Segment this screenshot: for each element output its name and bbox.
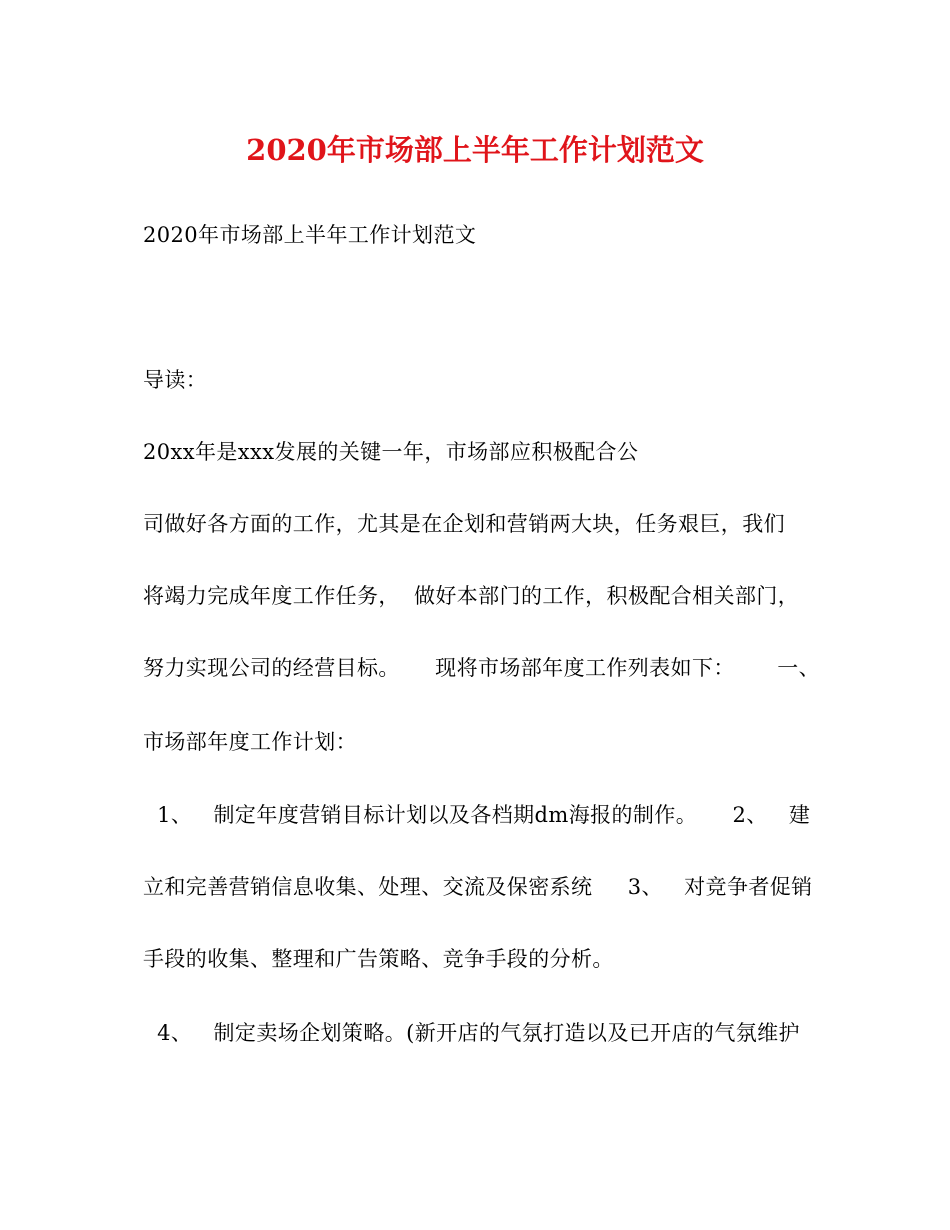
list-item-line: 1、 制定年度营销目标计划以及各档期dm海报的制作。 2、 建 <box>143 803 811 827</box>
list-item-line: 手段的收集、整理和广告策略、竞争手段的分析。 <box>143 947 614 971</box>
paragraph-line: 将竭力完成年度工作任务， 做好本部门的工作，积极配合相关部门， <box>143 584 800 608</box>
paragraph-line: 努力实现公司的经营目标。 现将市场部年度工作列表如下： 一、 <box>143 656 821 680</box>
paragraph-line: 司做好各方面的工作，尤其是在企划和营销两大块，任务艰巨，我们 <box>143 512 785 536</box>
list-item-line: 4、 制定卖场企划策略。(新开店的气氛打造以及已开店的气氛维护 <box>143 1021 800 1045</box>
paragraph-line: 导读： <box>143 368 208 392</box>
list-item-line: 立和完善营销信息收集、处理、交流及保密系统 3、 对竞争者促销 <box>143 875 813 899</box>
document-title: 2020年市场部上半年工作计划范文 <box>246 133 704 167</box>
paragraph-line: 20xx年是xxx发展的关键一年，市场部应积极配合公 <box>143 440 639 464</box>
paragraph-line: 市场部年度工作计划： <box>143 730 357 754</box>
subtitle-line: 2020年市场部上半年工作计划范文 <box>143 223 477 247</box>
